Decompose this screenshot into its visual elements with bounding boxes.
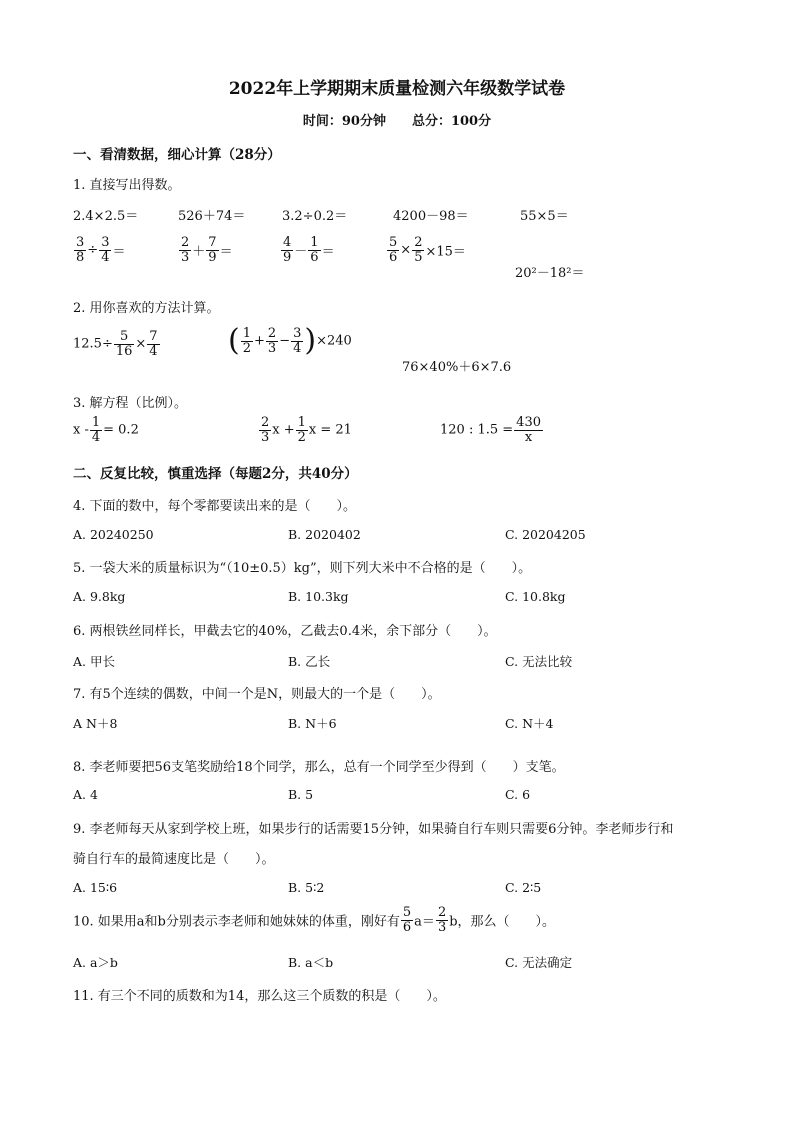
q1-label: 1. 直接写出得数。 [73,178,181,193]
q9-option-c[interactable]: C. 2∶5 [505,880,542,895]
q4-option-a[interactable]: A. 20240250 [73,527,154,542]
q8-stem: 8. 李老师要把56支笔奖励给18个同学，那么，总有一个同学至少得到（ ）支笔。 [73,760,565,775]
q9-stem: 9. 李老师每天从家到学校上班，如果步行的话需要15分钟，如果骑自行车则只需要6分钟。李老师步行和 [73,822,674,837]
q9-stem-line2: 骑自行车的最简速度比是（ ）。 [73,852,275,867]
q5-stem: 5. 一袋大米的质量标识为“（10±0.5）kg”，则下列大米中不合格的是（ ）。 [73,561,532,576]
left-paren: ( [228,323,240,358]
q2-label: 2. 用你喜欢的方法计算。 [73,301,220,316]
q1-frac-expr-4: $\frac{5}{6}$ × $\frac{2}{5}$ ×15＝ [389,235,466,265]
section2-heading: 二、反复比较，慎重选择（每题2分，共40分） [73,466,358,482]
section1-heading: 一、看清数据，细心计算（28分） [73,147,281,163]
q11-stem: 11. 有三个不同的质数和为14，那么这三个质数的积是（ ）。 [73,989,446,1004]
q1-expr-2: 526＋74＝ [178,209,246,224]
q9-option-b[interactable]: B. 5∶2 [288,880,325,895]
q1-expr-squares: 20²－18²＝ [515,266,585,281]
q9-option-a[interactable]: A. 15∶6 [73,880,118,895]
q6-option-b[interactable]: B. 乙长 [288,654,331,669]
q7-option-b[interactable]: B. N＋6 [288,716,337,731]
q8-option-b[interactable]: B. 5 [288,787,314,802]
q4-stem: 4. 下面的数中，每个零都要读出来的是（ ）。 [73,499,357,514]
q4-option-b[interactable]: B. 2020402 [288,527,361,542]
q10-option-a[interactable]: A. a＞b [73,955,118,970]
q3-label: 3. 解方程（比例）。 [73,396,188,411]
q7-stem: 7. 有5个连续的偶数，中间一个是N，则最大的一个是（ ）。 [73,687,441,702]
q10-stem: 10. 如果用a和b分别表示李老师和她妹妹的体重，刚好有 $\frac{5}{6}$ a＝ $\frac{2}{3}$ b，那么（ ）。 [73,905,556,935]
q1-frac-expr-3: $\frac{4}{9}$ － $\frac{1}{6}$ ＝ [283,235,335,265]
q5-option-a[interactable]: A. 9.8kg [73,589,126,604]
q3-equation-2: $\frac{2}{3}$ x + $\frac{1}{2}$ x = 21 [261,415,352,445]
q2-expr-3: 76×40%＋6×7.6 [402,360,512,375]
q1-frac-expr-1: $\frac{3}{8}$ ÷ $\frac{3}{4}$ ＝ [76,235,126,265]
q5-option-c[interactable]: C. 10.8kg [505,589,566,604]
q1-expr-3: 3.2÷0.2＝ [282,209,348,224]
q3-equation-3: 120 : 1.5 = $\frac{430}{x}$ [440,415,541,445]
exam-subtitle: 时间：90分钟 总分：100分 [302,114,492,129]
q2-expr-2: ( $\frac{1}{2}$ + $\frac{2}{3}$ − $\frac{3}{4}$ )×240 [228,323,352,358]
q7-option-c[interactable]: C. N＋4 [505,716,554,731]
q10-option-c[interactable]: C. 无法确定 [505,955,573,970]
q7-option-a[interactable]: A N＋8 [73,716,118,731]
q5-option-b[interactable]: B. 10.3kg [288,589,349,604]
q1-expr-5: 55×5＝ [520,209,569,224]
q8-option-c[interactable]: C. 6 [505,787,531,802]
right-paren: ) [304,323,317,358]
q10-option-b[interactable]: B. a＜b [288,955,334,970]
q2-expr-1: 12.5÷ $\frac{5}{16}$ × $\frac{7}{4}$ [73,329,158,359]
q8-option-a[interactable]: A. 4 [73,787,98,802]
q6-option-c[interactable]: C. 无法比较 [505,654,573,669]
q3-equation-1: x - $\frac{1}{4}$ = 0.2 [73,415,139,445]
q1-expr-1: 2.4×2.5＝ [73,209,139,224]
q6-option-a[interactable]: A. 甲长 [73,654,115,669]
q6-stem: 6. 两根铁丝同样长，甲截去它的40%，乙截去0.4米，余下部分（ ）。 [73,624,497,639]
q1-frac-expr-2: $\frac{2}{3}$ ＋ $\frac{7}{9}$ ＝ [181,235,233,265]
exam-title: 2022年上学期期末质量检测六年级数学试卷 [228,79,566,99]
q1-expr-4: 4200－98＝ [393,209,469,224]
q4-option-c[interactable]: C. 20204205 [505,527,586,542]
